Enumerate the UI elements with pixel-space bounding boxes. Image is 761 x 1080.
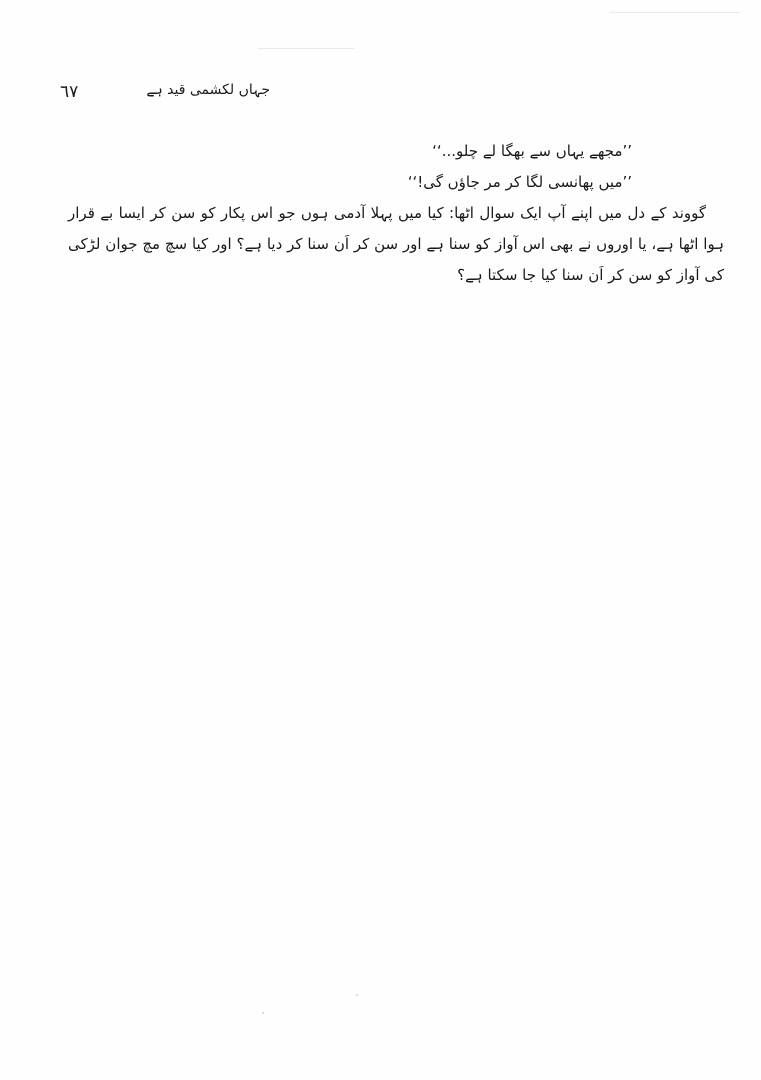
scan-bleed-line	[258, 48, 354, 49]
running-title: جہاں لکشمی قید ہے	[146, 82, 270, 98]
paragraph: گووند کے دل میں اپنے آپ ایک سوال اٹھا: کیا میں پہلا آدمی ہوں جو اس پکار کو سن کر ایسا بے قرار ہوا اٹھا ہے، یا اوروں نے بھی اس آواز کو سنا ہے اور سن کر اَن سنا کر دیا ہے؟ اور کیا سچ مچ جوان لڑکی کی آواز کو سن کر اَن سنا کیا جا سکتا ہے؟	[68, 204, 724, 284]
scan-bleed-line	[610, 12, 740, 13]
page-header	[60, 82, 270, 108]
page-body	[68, 136, 724, 291]
scan-speck	[262, 1012, 264, 1014]
scan-speck	[356, 994, 358, 996]
page-number: ٦٧	[60, 82, 79, 102]
dialogue-line: ’’میں پھانسی لگا کر مر جاؤں گی!‘‘	[407, 173, 632, 191]
dialogue-line: ’’مجھے یہاں سے بھگا لے چلو...‘‘	[432, 142, 632, 160]
